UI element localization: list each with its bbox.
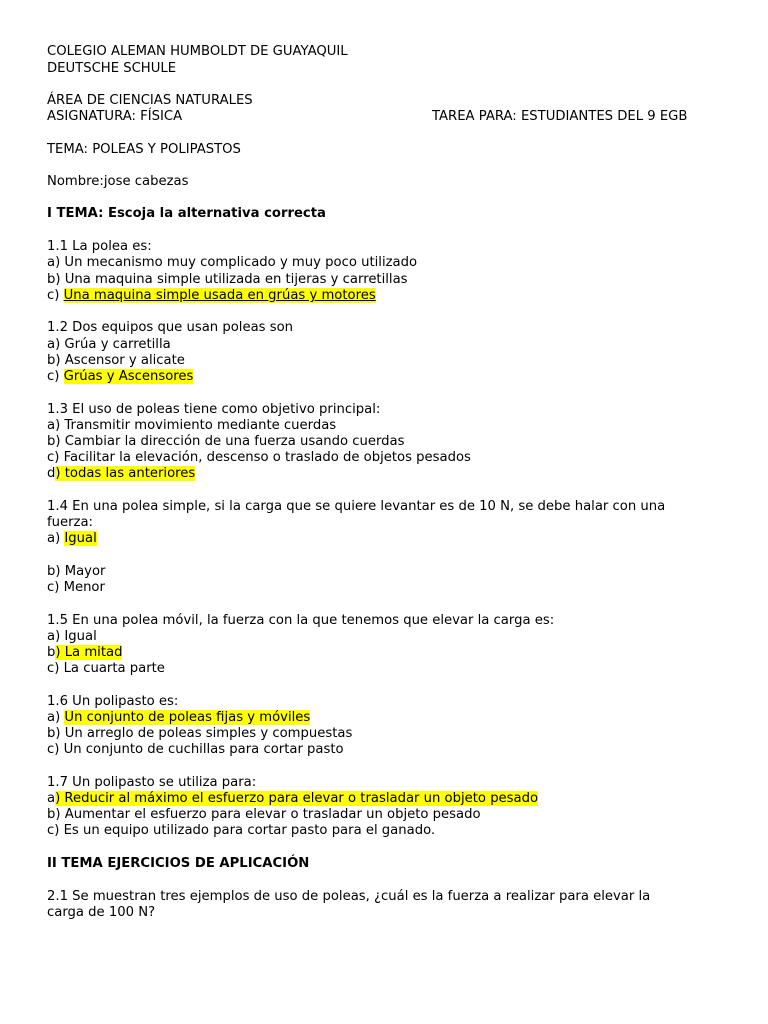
question-1-5: 1.5 En una polea móvil, la fuerza con la que tenemos que elevar la carga es: xyxy=(47,613,555,628)
option-1-4-c: c) Menor xyxy=(47,580,105,595)
option-1-3-a: a) Transmitir movimiento mediante cuerdas xyxy=(47,418,337,433)
option-1-7-c: c) Es un equipo utilizado para cortar pasto para el ganado. xyxy=(47,823,436,838)
highlighted-answer: ) todas las anteriores xyxy=(55,466,196,481)
question-2-1-line1: 2.1 Se muestran tres ejemplos de uso de poleas, ¿cuál es la fuerza a realizar para elevar la xyxy=(47,889,651,904)
option-1-7-a xyxy=(47,791,538,807)
option-1-1-b: b) Una maquina simple utilizada en tijeras y carretillas xyxy=(47,272,408,287)
option-prefix: a xyxy=(47,791,56,806)
highlighted-answer: Igual xyxy=(64,531,97,546)
option-1-5-b xyxy=(47,645,122,661)
subject-label: ASIGNATURA: FÍSICA xyxy=(47,109,183,124)
section1-title: I TEMA: Escoja la alternativa correcta xyxy=(47,206,326,221)
question-1-3: 1.3 El uso de poleas tiene como objetivo principal: xyxy=(47,402,381,417)
option-1-6-b: b) Un arreglo de poleas simples y compuestas xyxy=(47,726,353,741)
highlighted-answer: Una maquina simple usada en grúas y motores xyxy=(63,288,376,303)
option-1-3-b: b) Cambiar la dirección de una fuerza usando cuerdas xyxy=(47,434,405,449)
option-1-5-c: c) La cuarta parte xyxy=(47,661,165,676)
question-1-4-line1: 1.4 En una polea simple, si la carga que se quiere levantar es de 10 N, se debe halar con una xyxy=(47,499,666,514)
question-1-6: 1.6 Un polipasto es: xyxy=(47,694,179,709)
option-1-5-a: a) Igual xyxy=(47,629,97,644)
area-label: ÁREA DE CIENCIAS NATURALES xyxy=(47,93,253,108)
option-1-6-a xyxy=(47,710,310,726)
option-1-6-c: c) Un conjunto de cuchillas para cortar pasto xyxy=(47,742,344,757)
question-1-1: 1.1 La polea es: xyxy=(47,239,152,254)
name-label: Nombre: xyxy=(47,174,104,189)
topic-label: TEMA: POLEAS Y POLIPASTOS xyxy=(47,142,241,157)
option-1-2-a: a) Grúa y carretilla xyxy=(47,337,171,352)
name-value: jose cabezas xyxy=(103,174,189,189)
option-1-2-b: b) Ascensor y alicate xyxy=(47,353,185,368)
option-1-1-c xyxy=(47,288,376,304)
student-name xyxy=(47,174,188,190)
option-prefix: c) xyxy=(47,288,64,303)
option-1-3-c: c) Facilitar la elevación, descenso o traslado de objetos pesados xyxy=(47,450,471,465)
school-subtitle: DEUTSCHE SCHULE xyxy=(47,61,177,76)
option-prefix: a) xyxy=(47,531,65,546)
question-2-1-line2: carga de 100 N? xyxy=(47,905,156,920)
option-prefix: c) xyxy=(47,369,64,384)
option-prefix: b xyxy=(47,645,56,660)
question-1-4-line2: fuerza: xyxy=(47,515,93,530)
highlighted-answer: Un conjunto de poleas fijas y móviles xyxy=(64,710,311,725)
option-1-4-a xyxy=(47,531,97,547)
option-1-1-a: a) Un mecanismo muy complicado y muy poco utilizado xyxy=(47,255,418,270)
option-1-3-d xyxy=(47,466,195,482)
section2-title: II TEMA EJERCICIOS DE APLICACIÓN xyxy=(47,856,310,871)
option-1-2-c xyxy=(47,369,193,385)
highlighted-answer: ) Reducir al máximo el esfuerzo para elevar o trasladar un objeto pesado xyxy=(55,791,539,806)
homework-for-label: TAREA PARA: ESTUDIANTES DEL 9 EGB xyxy=(432,109,688,124)
highlighted-answer: Grúas y Ascensores xyxy=(63,369,194,384)
option-1-7-b: b) Aumentar el esfuerzo para elevar o trasladar un objeto pesado xyxy=(47,807,481,822)
school-name: COLEGIO ALEMAN HUMBOLDT DE GUAYAQUIL xyxy=(47,44,348,59)
option-1-4-b: b) Mayor xyxy=(47,564,106,579)
question-1-7: 1.7 Un polipasto se utiliza para: xyxy=(47,775,257,790)
option-prefix: d xyxy=(47,466,56,481)
option-prefix: a) xyxy=(47,710,65,725)
highlighted-answer: ) La mitad xyxy=(55,645,123,660)
question-1-2: 1.2 Dos equipos que usan poleas son xyxy=(47,320,294,335)
